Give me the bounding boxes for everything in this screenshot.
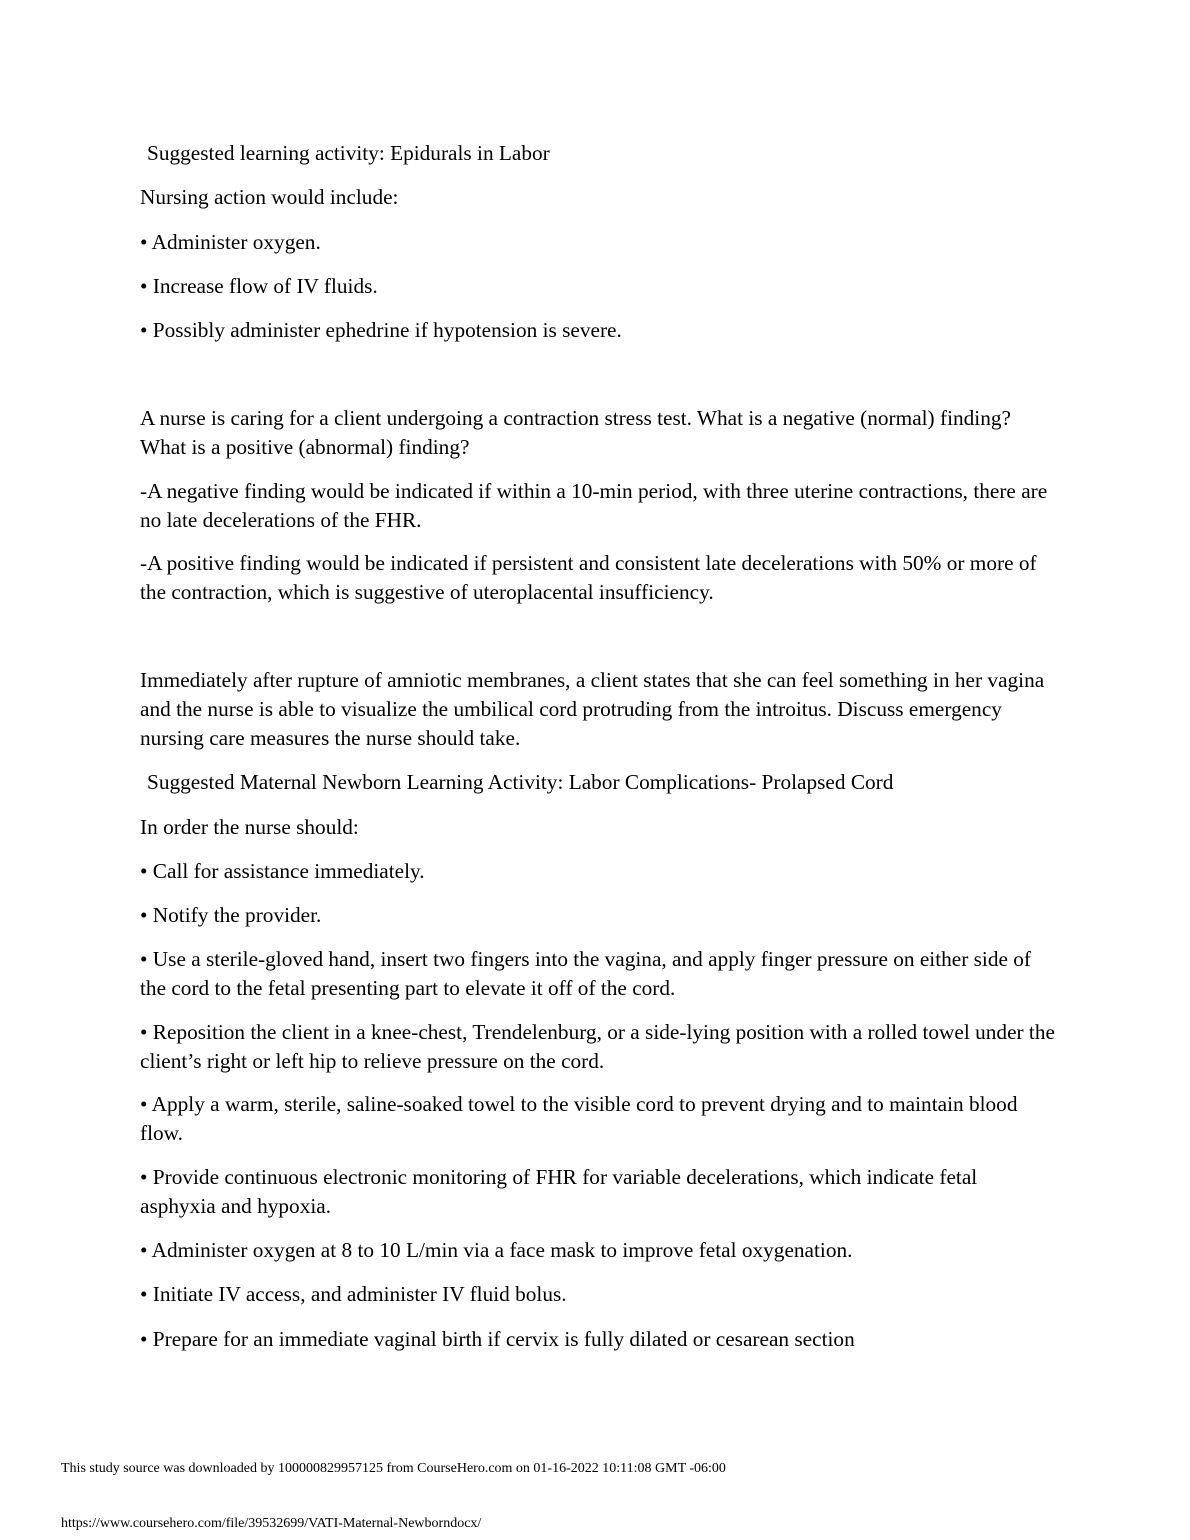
nurse-steps-intro: In order the nurse should: [140, 815, 359, 839]
list-item: • Administer oxygen. [140, 230, 321, 254]
source-url: https://www.coursehero.com/file/39532699/VATI-Maternal-Newborndocx/ [61, 1516, 482, 1531]
activity-heading-epidurals: Suggested learning activity: Epidurals in Labor [147, 141, 550, 165]
negative-finding-paragraph: -A negative finding would be indicated if within a 10-min period, with three uterine contractions, there are no late decelerations of the FHR. [140, 479, 1048, 532]
activity-heading-prolapsed-cord: Suggested Maternal Newborn Learning Activity: Labor Complications- Prolapsed Cord [147, 770, 894, 794]
list-item: • Provide continuous electronic monitoring of FHR for variable decelerations, which indicate fetal asphyxia and hypoxia. [140, 1165, 978, 1218]
nursing-action-intro: Nursing action would include: [140, 185, 399, 209]
list-item: • Apply a warm, sterile, saline-soaked towel to the visible cord to prevent drying and to maintain blood flow. [140, 1092, 1018, 1145]
prolapsed-cord-question: Immediately after rupture of amniotic membranes, a client states that she can feel something in her vagina and the nurse is able to visualize the umbilical cord protruding from the introitus. Discuss emergency nursing care measures the nurse should take. [140, 668, 1045, 750]
list-item: • Prepare for an immediate vaginal birth if cervix is fully dilated or cesarean section [140, 1327, 855, 1351]
positive-finding-paragraph: -A positive finding would be indicated if persistent and consistent late decelerations with 50% or more of the contraction, which is suggestive of uteroplacental insufficiency. [140, 551, 1037, 604]
list-item: • Call for assistance immediately. [140, 859, 425, 883]
list-item: • Initiate IV access, and administer IV fluid bolus. [140, 1282, 567, 1306]
list-item: • Increase flow of IV fluids. [140, 274, 378, 298]
download-source-notice: This study source was downloaded by 100000829957125 from CourseHero.com on 01-16-2022 10:11:08 GMT -06:00 [61, 1461, 726, 1476]
list-item: • Notify the provider. [140, 903, 322, 927]
list-item: • Administer oxygen at 8 to 10 L/min via a face mask to improve fetal oxygenation. [140, 1238, 853, 1262]
list-item: • Use a sterile-gloved hand, insert two fingers into the vagina, and apply finger pressure on either side of the cord to the fetal presenting part to elevate it off of the cord. [140, 947, 1032, 1000]
contraction-stress-test-question: A nurse is caring for a client undergoing a contraction stress test. What is a negative (normal) finding? What is a positive (abnormal) finding? [140, 406, 1011, 459]
list-item: • Reposition the client in a knee-chest, Trendelenburg, or a side-lying position with a rolled towel under the client’s right or left hip to relieve pressure on the cord. [140, 1020, 1055, 1073]
list-item: • Possibly administer ephedrine if hypotension is severe. [140, 318, 622, 342]
